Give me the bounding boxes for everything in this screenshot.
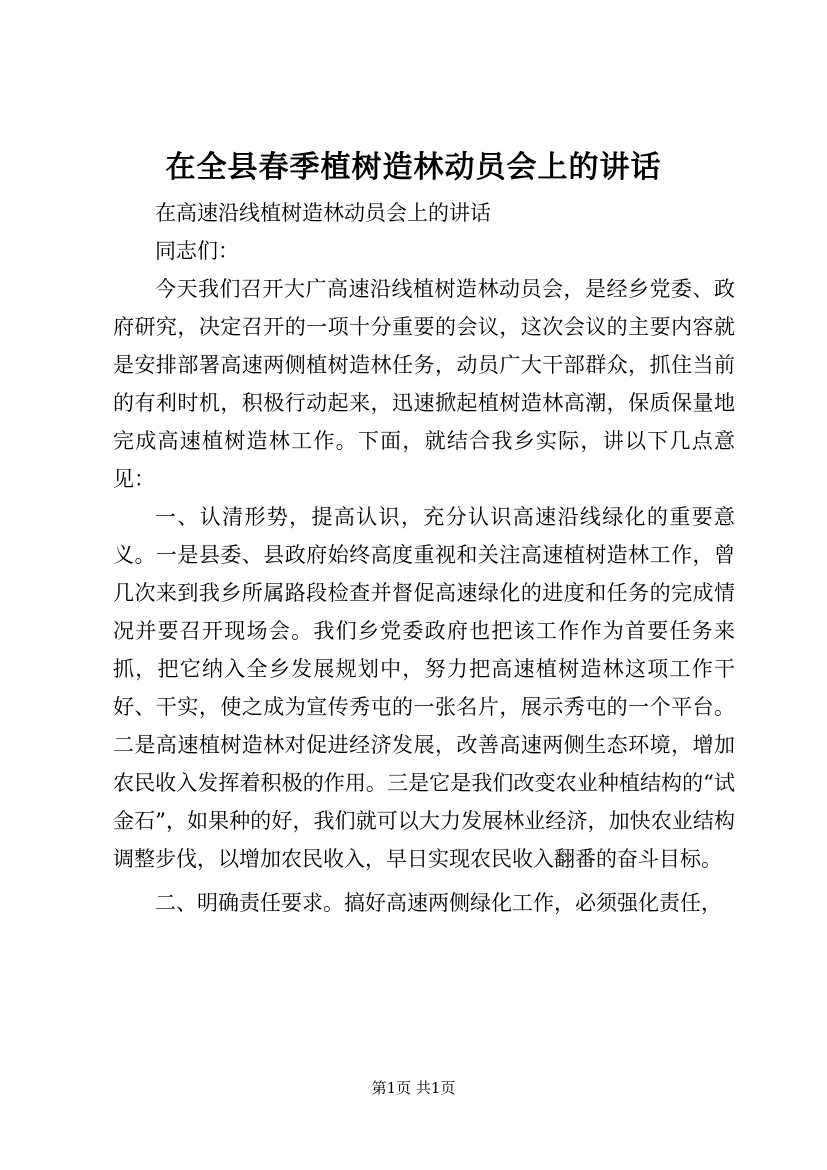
- document-title: 在全县春季植树造林动员会上的讲话: [165, 150, 662, 185]
- body-paragraph: 今天我们召开大广高速沿线植树造林动员会，是经乡党委、政府研究，决定召开的一项十分重要的会议，这次会议的主要内容就是安排部署高速两侧植树造林任务，动员广大干部群众，抓住当前的有利时机，积极行动起来，迅速掀起植树造林高潮，保质保量地完成高速植树造林工作。下面，就结合我乡实际，讲以下几点意见：: [113, 277, 735, 491]
- document-body: [113, 194, 735, 922]
- body-paragraph: 二、明确责任要求。搞好高速两侧绿化工作，必须强化责任，: [155, 891, 722, 915]
- body-paragraph: 一、认清形势，提高认识，充分认识高速沿线绿化的重要意义。一是县委、县政府始终高度重视和关注高速植树造林工作，曾几次来到我乡所属路段检查并督促高速绿化的进度和任务的完成情况并要召开现场会。我们乡党委政府也把该工作作为首要任务来抓，把它纳入全乡发展规划中，努力把高速植树造林这项工作干好、干实，使之成为宣传秀屯的一张名片，展示秀屯的一个平台。二是高速植树造林对促进经济发展，改善高速两侧生态环境，增加农民收入发挥着积极的作用。三是它是我们改变农业种植结构的“试金石”，如果种的好，我们就可以大力发展林业经济，加快农业结构调整步伐，以增加农民收入，早日实现农民收入翻番的奋斗目标。: [113, 505, 735, 871]
- page-number-footer: 第1页 共1页: [371, 1079, 456, 1097]
- salutation: 同志们：: [155, 239, 239, 263]
- document-subtitle: 在高速沿线植树造林动员会上的讲话: [155, 201, 491, 225]
